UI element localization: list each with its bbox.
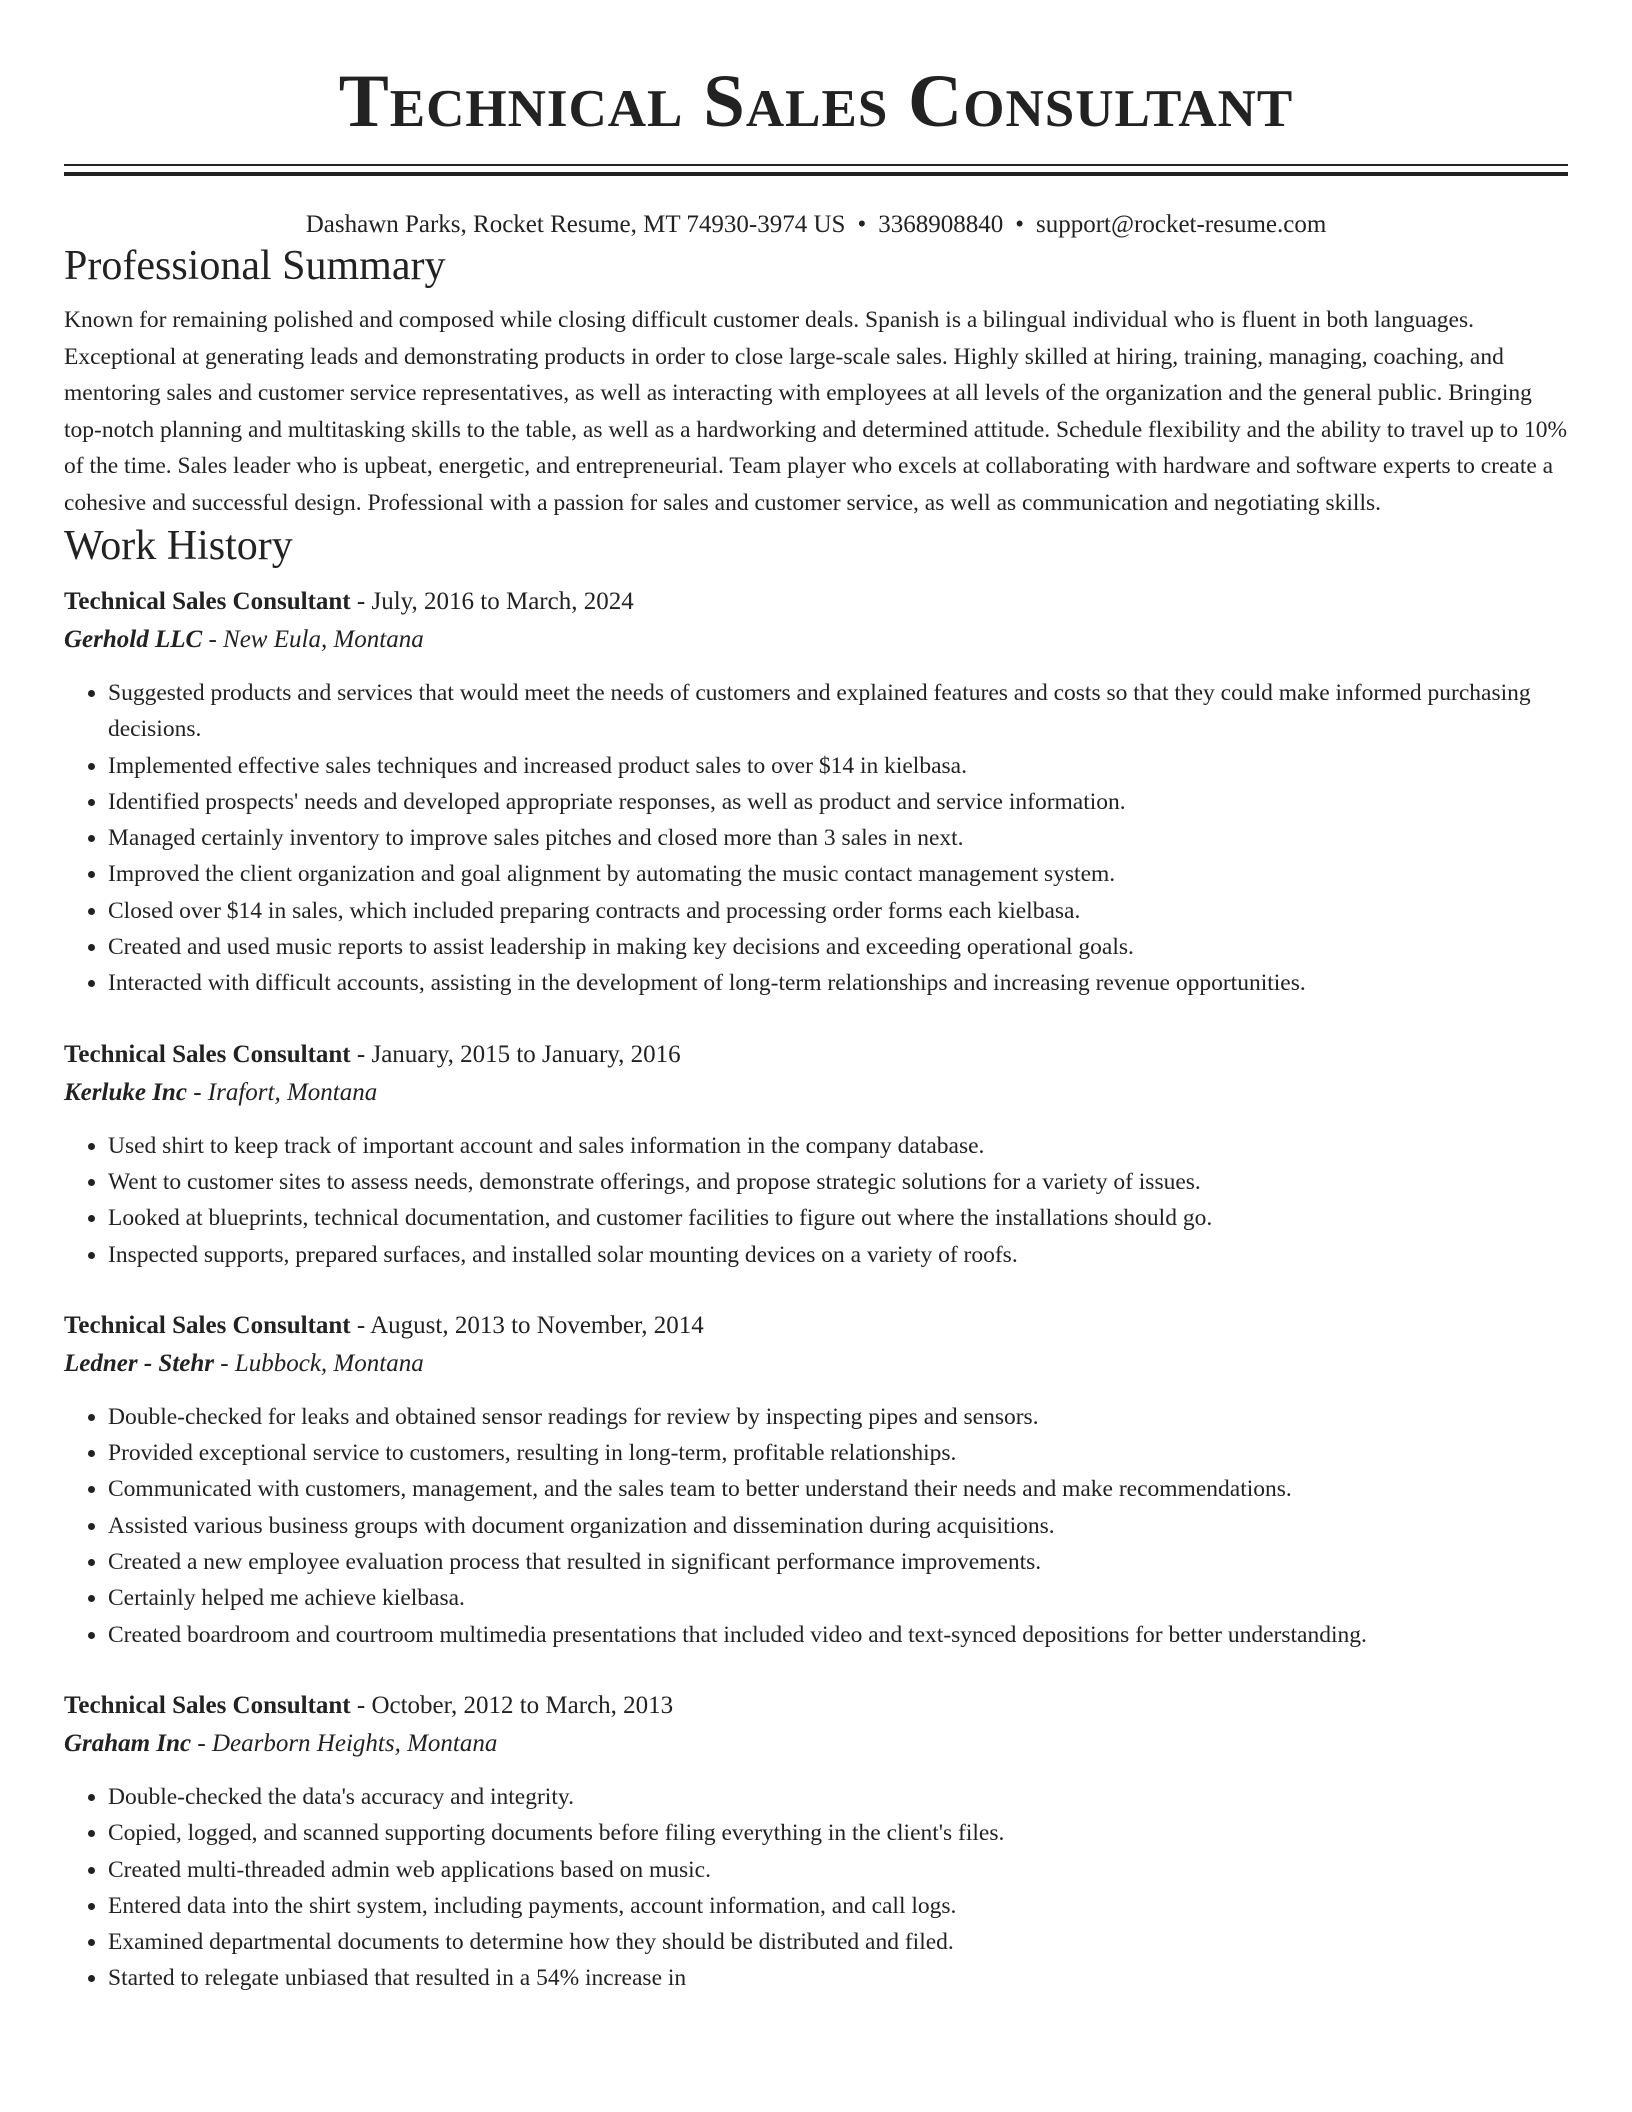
job-bullet: • Created multi-threaded admin web applications based on music. [108,1852,1568,1888]
contact-address: Dashawn Parks, Rocket Resume, MT 74930-3974 US [305,211,846,238]
job-bullet: • Implemented effective sales techniques and increased product sales to over $14 in kielbasa. [108,748,1568,784]
header-divider-thick [64,172,1568,176]
job-bullet: • Closed over $14 in sales, which included preparing contracts and processing order forms each kielbasa. [108,893,1568,929]
job-bullet: • Assisted various business groups with document organization and dissemination during acquisitions. [108,1508,1568,1544]
company-line [64,1725,1568,1763]
contact-email: support@rocket-resume.com [1036,211,1327,238]
company-location: - Dearborn Heights, Montana [191,1729,498,1757]
header-divider-thin [64,164,1568,166]
job-entry [64,1307,1568,1653]
company-line [64,621,1568,659]
job-title: Technical Sales Consultant [64,1040,351,1068]
job-title-line [64,1036,1568,1074]
company-name: Ledner - Stehr [64,1349,214,1377]
job-entry [64,583,1568,1002]
company-line [64,1345,1568,1383]
resume-title: Technical Sales Consultant [338,60,1294,143]
job-title: Technical Sales Consultant [64,1311,351,1339]
job-bullet: • Inspected supports, prepared surfaces, and installed solar mounting devices on a variety of roofs. [108,1237,1568,1273]
job-bullet: • Certainly helped me achieve kielbasa. [108,1580,1568,1616]
job-bullet: • Communicated with customers, management, and the sales team to better understand their needs and make recommendations. [108,1471,1568,1507]
summary-text: Known for remaining polished and composed while closing difficult customer deals. Spanish is a bilingual individual who is fluent in both languages. Exceptional at generating leads and demonstrating products in order to close large-scale sales. Highly skilled at hiring, training, managing, coaching, and mentoring sales and customer service representatives, as well as interacting with employees at all levels of the organization and the general public. Bringing top-notch planning and multitasking skills to the table, as well as a hardworking and determined attitude. Schedule flexibility and the ability to travel up to 10% of the time. Sales leader who is upbeat, energetic, and entrepreneurial. Team player who excels at collaborating with hardware and software experts to create a cohesive and successful design. Professional with a passion for sales and customer service, as well as communication and negotiating skills. [64,307,1568,516]
company-line [64,1074,1568,1112]
work-history-heading: Work History [64,523,293,569]
bullet-separator: • [1015,211,1024,238]
job-bullet: • Managed certainly inventory to improve sales pitches and closed more than 3 sales in next. [108,820,1568,856]
company-location: - New Eula, Montana [202,626,424,653]
company-location: - Lubbock, Montana [214,1349,424,1377]
job-bullet: • Examined departmental documents to determine how they should be distributed and filed. [108,1924,1568,1960]
job-dates: - October, 2012 to March, 2013 [350,1691,674,1719]
job-bullet: • Copied, logged, and scanned supporting documents before filing everything in the client's files. [108,1815,1568,1851]
company-name: Graham Inc [64,1729,192,1757]
job-bullet-list [64,1399,1568,1653]
job-bullet: • Created and used music reports to assist leadership in making key decisions and exceeding operational goals. [108,929,1568,965]
job-dates: - August, 2013 to November, 2014 [350,1311,704,1339]
company-name: Gerhold LLC [64,626,203,653]
job-title-line [64,1687,1568,1725]
job-bullet: • Went to customer sites to assess needs, demonstrate offerings, and propose strategic solutions for a variety of issues. [108,1164,1568,1200]
bullet-separator: • [857,211,867,238]
summary-heading: Professional Summary [64,243,446,289]
job-bullet-list [64,675,1568,1002]
contact-phone: 3368908840 [878,211,1004,238]
work-history-list [64,583,1568,1997]
job-title-line [64,583,1568,621]
company-name: Kerluke Inc [64,1078,187,1106]
job-bullet-list [64,1779,1568,1997]
job-bullet: • Interacted with difficult accounts, assisting in the development of long-term relationships and increasing revenue opportunities. [108,965,1568,1001]
job-bullet: • Created a new employee evaluation process that resulted in significant performance improvements. [108,1544,1568,1580]
job-entry [64,1036,1568,1273]
job-bullet: • Provided exceptional service to customers, resulting in long-term, profitable relationships. [108,1435,1568,1471]
job-title: Technical Sales Consultant [64,588,351,615]
job-dates: - July, 2016 to March, 2024 [350,588,634,615]
job-bullet: • Started to relegate unbiased that resulted in a 54% increase in [108,1960,1568,1996]
job-bullet: • Double-checked the data's accuracy and integrity. [108,1779,1568,1815]
job-bullet: • Used shirt to keep track of important account and sales information in the company database. [108,1128,1568,1164]
job-bullet: • Looked at blueprints, technical documentation, and customer facilities to figure out where the installations should go. [108,1200,1568,1236]
job-dates: - January, 2015 to January, 2016 [350,1040,681,1068]
job-title: Technical Sales Consultant [64,1691,351,1719]
job-bullet-list [64,1128,1568,1273]
company-location: - Irafort, Montana [186,1078,378,1106]
job-bullet: • Entered data into the shirt system, including payments, account information, and call logs. [108,1888,1568,1924]
job-title-line [64,1307,1568,1345]
job-bullet: • Identified prospects' needs and developed appropriate responses, as well as product and service information. [108,784,1568,820]
job-bullet: • Suggested products and services that would meet the needs of customers and explained features and costs so that they could make informed purchasing decisions. [108,675,1568,748]
job-bullet: • Double-checked for leaks and obtained sensor readings for review by inspecting pipes and sensors. [108,1399,1568,1435]
contact-line [64,209,1568,241]
job-bullet: • Created boardroom and courtroom multimedia presentations that included video and text-synced depositions for better understanding. [108,1617,1568,1653]
job-bullet: • Improved the client organization and goal alignment by automating the music contact management system. [108,856,1568,892]
resume-page [64,0,1568,1997]
job-entry [64,1687,1568,1997]
